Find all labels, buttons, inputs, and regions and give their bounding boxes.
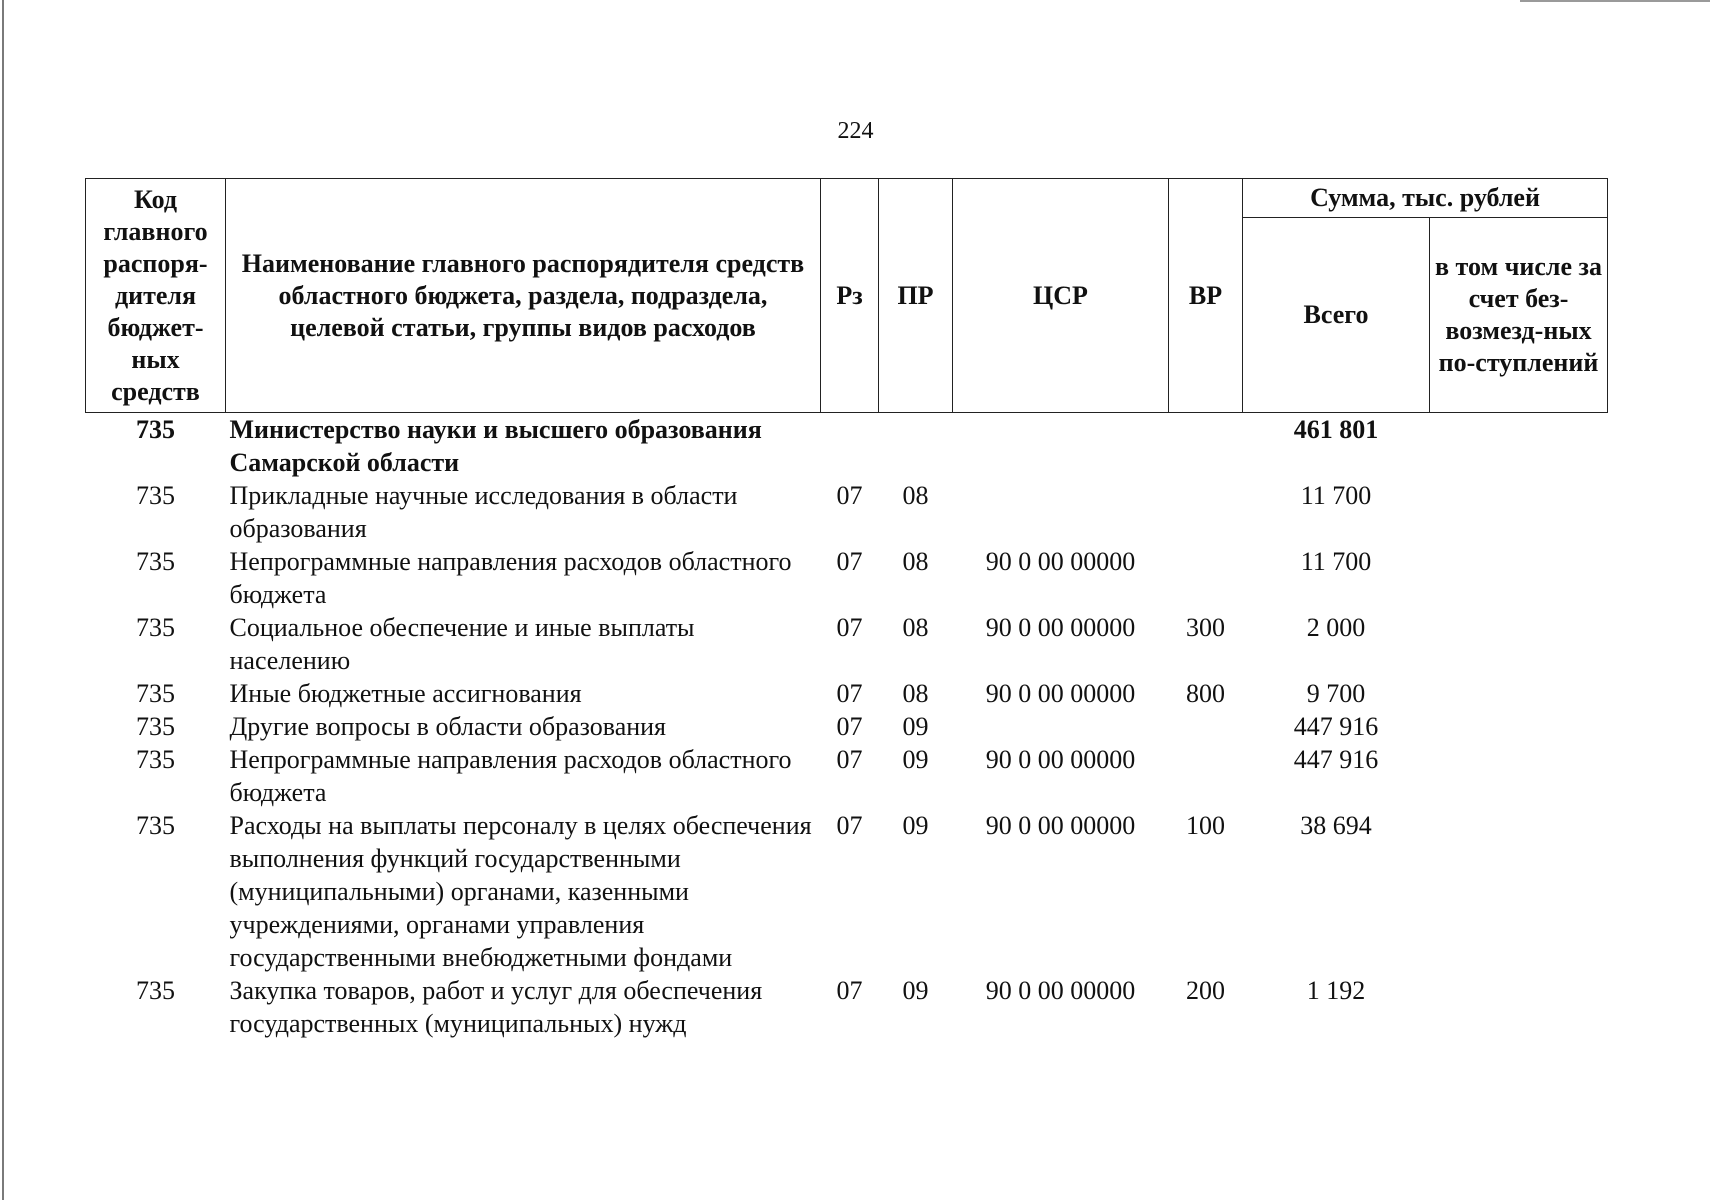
cell-total: 38 694	[1300, 811, 1372, 840]
cell-code: 735	[136, 712, 175, 741]
cell-vr: 100	[1186, 811, 1225, 840]
cell-name: Министерство науки и высшего образования Самарской области	[229, 415, 762, 477]
header-name: Наименование главного распорядителя средств областного бюджета, раздела, подраздела, целевой статьи, группы видов расходов	[226, 179, 821, 413]
cell-pr: 09	[902, 745, 929, 774]
cell-code: 735	[136, 745, 175, 774]
table-row	[86, 710, 1608, 743]
cell-csr: 90 0 00 00000	[985, 679, 1136, 708]
cell-total: 9 700	[1306, 679, 1366, 708]
table-row	[86, 677, 1608, 710]
table-row	[86, 743, 1608, 809]
cell-rz: 07	[836, 811, 863, 840]
scan-edge-left	[2, 0, 4, 1200]
cell-vr	[1169, 710, 1243, 743]
table-header	[86, 179, 1608, 413]
cell-name: Иные бюджетные ассигнования	[229, 679, 582, 708]
cell-vr	[1169, 743, 1243, 809]
scan-edge-top	[1520, 0, 1710, 2]
cell-vr: 300	[1186, 613, 1225, 642]
cell-pr: 09	[902, 712, 929, 741]
cell-code: 735	[136, 547, 175, 576]
cell-vr	[1169, 479, 1243, 545]
table-row	[86, 974, 1608, 1040]
cell-rz: 07	[836, 712, 863, 741]
cell-total: 11 700	[1300, 547, 1372, 576]
cell-rz: 07	[836, 481, 863, 510]
header-vr: ВР	[1169, 179, 1243, 413]
cell-csr: 90 0 00 00000	[985, 745, 1136, 774]
cell-code: 735	[136, 415, 175, 444]
cell-pr: 08	[902, 481, 929, 510]
cell-name: Непрограммные направления расходов областного бюджета	[229, 547, 792, 609]
cell-total: 447 916	[1293, 745, 1379, 774]
budget-table	[85, 178, 1608, 1040]
cell-name: Другие вопросы в области образования	[229, 712, 667, 741]
header-csr: ЦСР	[953, 179, 1169, 413]
cell-gratis	[1430, 677, 1608, 710]
cell-pr: 08	[902, 613, 929, 642]
cell-rz: 07	[836, 613, 863, 642]
cell-pr: 08	[902, 547, 929, 576]
cell-vr	[1169, 545, 1243, 611]
table-row	[86, 545, 1608, 611]
cell-name: Расходы на выплаты персоналу в целях обеспечения выполнения функций государственными (муниципальными) органами, казенными учреждениями, органами управления государственными внебюджетными фондами	[229, 811, 812, 972]
cell-rz: 07	[836, 976, 863, 1005]
table-body	[86, 413, 1608, 1041]
cell-csr: 90 0 00 00000	[985, 976, 1136, 1005]
table-row	[86, 611, 1608, 677]
table-row	[86, 413, 1608, 480]
cell-pr: 08	[902, 679, 929, 708]
cell-vr	[1169, 413, 1243, 480]
cell-gratis	[1430, 611, 1608, 677]
header-gratis: в том числе за счет без-возмезд-ных по-ступлений	[1430, 218, 1608, 413]
cell-code: 735	[136, 811, 175, 840]
cell-total: 2 000	[1306, 613, 1366, 642]
cell-pr	[879, 413, 953, 480]
cell-total: 447 916	[1293, 712, 1379, 741]
cell-gratis	[1430, 413, 1608, 480]
header-pr: ПР	[879, 179, 953, 413]
cell-code: 735	[136, 613, 175, 642]
cell-csr	[953, 413, 1169, 480]
cell-total: 11 700	[1300, 481, 1372, 510]
header-code: Код главного распоря-дителя бюджет-ных средств	[86, 179, 226, 413]
cell-rz: 07	[836, 745, 863, 774]
cell-name: Непрограммные направления расходов областного бюджета	[229, 745, 792, 807]
table-row	[86, 479, 1608, 545]
cell-csr: 90 0 00 00000	[985, 547, 1136, 576]
cell-name: Социальное обеспечение и иные выплаты населению	[229, 613, 695, 675]
cell-total: 1 192	[1306, 976, 1366, 1005]
cell-rz: 07	[836, 679, 863, 708]
cell-rz: 07	[836, 547, 863, 576]
cell-gratis	[1430, 710, 1608, 743]
cell-pr: 09	[902, 976, 929, 1005]
cell-code: 735	[136, 679, 175, 708]
cell-gratis	[1430, 743, 1608, 809]
header-rz: Рз	[821, 179, 879, 413]
cell-total: 461 801	[1293, 415, 1379, 444]
cell-name: Прикладные научные исследования в области образования	[229, 481, 738, 543]
cell-gratis	[1430, 809, 1608, 974]
cell-vr: 200	[1186, 976, 1225, 1005]
cell-csr: 90 0 00 00000	[985, 811, 1136, 840]
cell-gratis	[1430, 974, 1608, 1040]
cell-code: 735	[136, 481, 175, 510]
header-sum: Сумма, тыс. рублей	[1243, 179, 1608, 218]
cell-gratis	[1430, 479, 1608, 545]
cell-csr: 90 0 00 00000	[985, 613, 1136, 642]
cell-name: Закупка товаров, работ и услуг для обеспечения государственных (муниципальных) нужд	[229, 976, 763, 1038]
table-row	[86, 809, 1608, 974]
cell-csr	[953, 479, 1169, 545]
header-total: Всего	[1243, 218, 1430, 413]
cell-vr: 800	[1186, 679, 1225, 708]
cell-pr: 09	[902, 811, 929, 840]
cell-rz	[821, 413, 879, 480]
cell-csr	[953, 710, 1169, 743]
page-number: 224	[837, 118, 874, 144]
cell-gratis	[1430, 545, 1608, 611]
cell-code: 735	[136, 976, 175, 1005]
